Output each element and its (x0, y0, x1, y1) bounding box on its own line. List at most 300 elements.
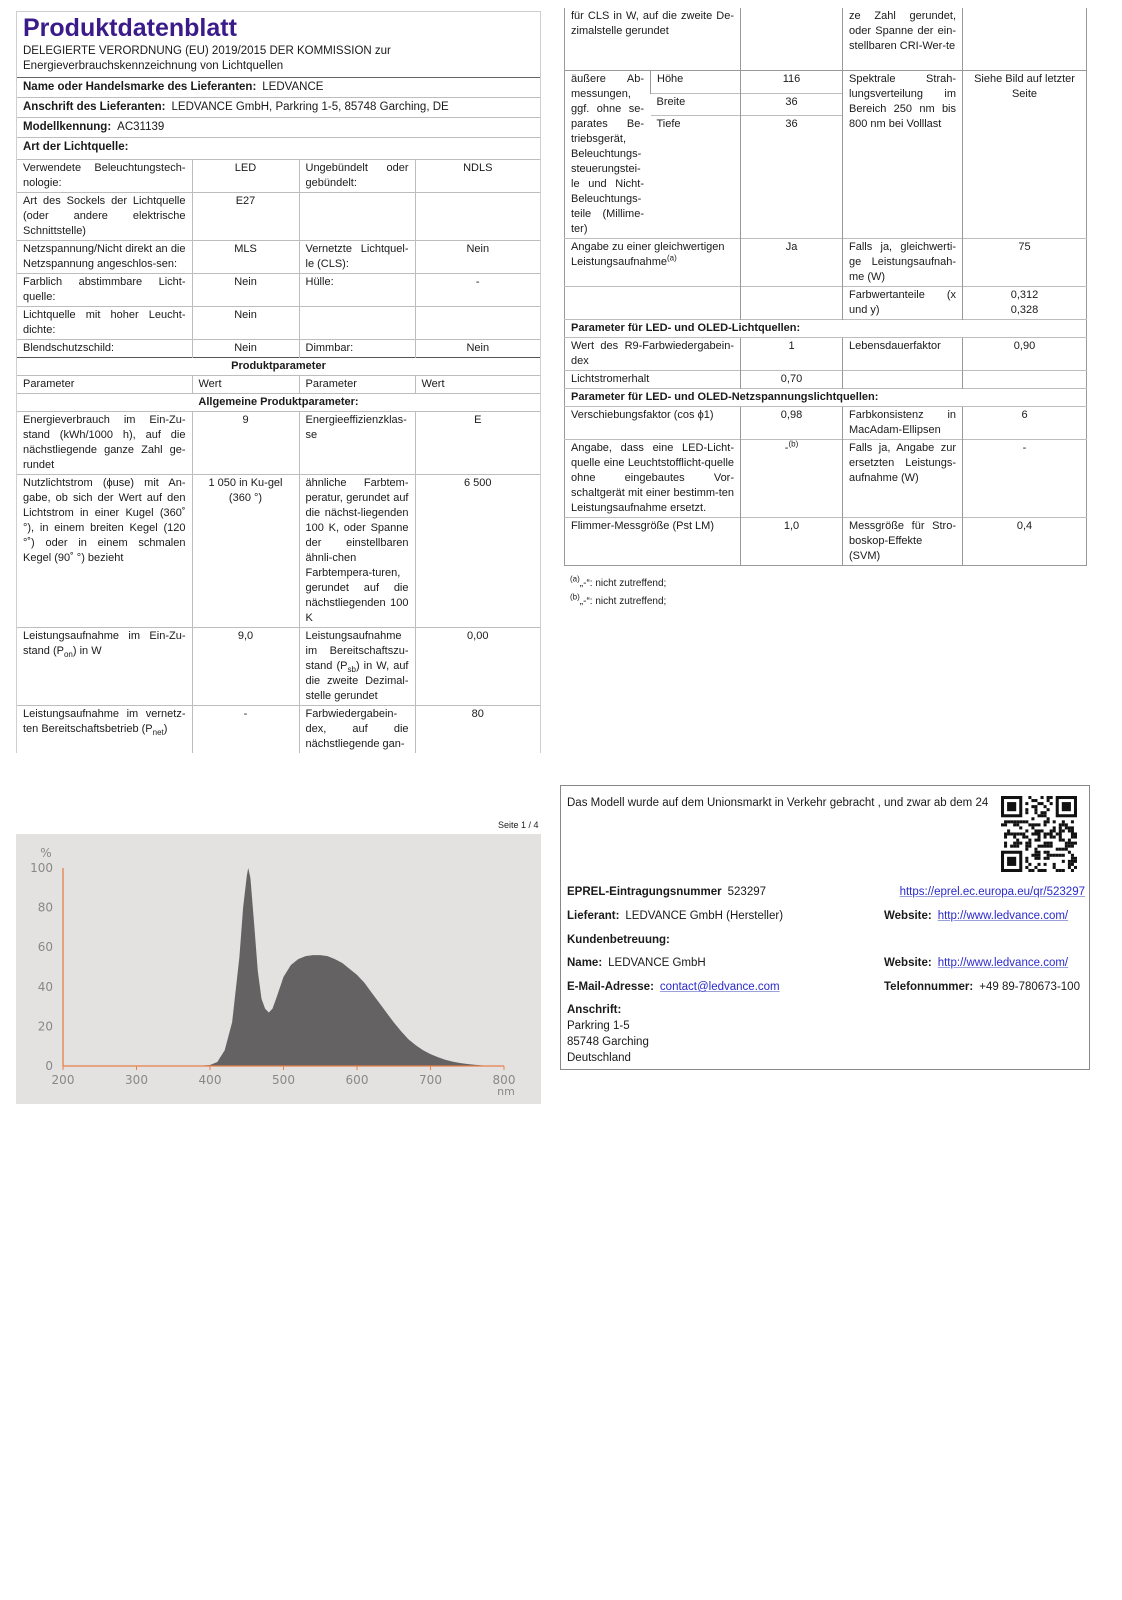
text: Angabe zu einer gleichwertigen Leistungsaufnahme (571, 241, 725, 268)
qr-module (1041, 869, 1044, 872)
qr-module (1047, 799, 1050, 802)
qr-module (1028, 845, 1031, 848)
qr-module (1025, 860, 1028, 863)
qr-module (1041, 814, 1044, 817)
light-source-value: Nein (415, 340, 540, 358)
table-row (565, 440, 1087, 518)
qr-module (1013, 845, 1016, 848)
qr-module (1013, 842, 1016, 845)
qr-module (1062, 860, 1065, 863)
light-source-param: Hülle: (299, 274, 415, 307)
address-line-1: Parkring 1-5 (567, 1020, 630, 1032)
text: ) in W, auf die zweite Dezimal-stelle gerundet (305, 660, 409, 702)
supplier-name-row (17, 77, 540, 97)
qr-module (1007, 802, 1016, 811)
qr-module (1031, 823, 1034, 826)
table-row (17, 412, 540, 475)
qr-module (1031, 805, 1034, 808)
param-equivalent-power-w: Falls ja, gleichwerti-ge Leistungsaufnah-me (W) (843, 239, 963, 287)
right-params-table (564, 8, 1087, 566)
name-label: Name: (567, 957, 603, 969)
qr-module (1050, 845, 1053, 848)
empty-cell (843, 371, 963, 389)
value-stroboscopic: 0,4 (963, 518, 1087, 566)
text: - (784, 442, 789, 454)
qr-module (1037, 857, 1040, 860)
x-tick-label: 800 (492, 1073, 516, 1087)
qr-module (1056, 848, 1059, 851)
value-color-temperature: 6 500 (415, 475, 540, 628)
regulation-subtitle (17, 43, 540, 77)
qr-module (1034, 832, 1037, 835)
qr-module (1022, 836, 1025, 839)
qr-module (1004, 845, 1007, 848)
table-row (565, 338, 1087, 371)
qr-module (1041, 802, 1044, 805)
qr-module (1010, 832, 1013, 835)
qr-module (1068, 839, 1071, 842)
qr-module (1047, 817, 1050, 820)
header-value-1: Wert (192, 376, 299, 394)
support-website-row (884, 955, 1068, 971)
qr-module (1041, 811, 1044, 814)
qr-module (1056, 854, 1059, 857)
section-title-mains: Parameter für LED- und OLED-Netzspannungslichtquellen: (565, 389, 1087, 407)
light-source-value: Nein (192, 307, 299, 340)
qr-module (1025, 836, 1028, 839)
eprel-url-row (900, 884, 1085, 900)
qr-module (1059, 832, 1062, 835)
value-cri: 80 (415, 706, 540, 754)
subscript: net (152, 728, 164, 738)
qr-module (1062, 820, 1065, 823)
section-title-general: Allgemeine Produktparameter: (17, 394, 540, 412)
light-source-row (17, 307, 540, 340)
footnote-text: „-“: nicht zutreffend; (579, 578, 667, 589)
subtitle-line-1: DELEGIERTE VERORDNUNG (EU) 2019/2015 DER KOMMISSION zur (23, 45, 391, 57)
param-replaced-power: Falls ja, Angabe zur ersetzten Leistungs-aufnahme (W) (843, 440, 963, 518)
qr-module (1044, 836, 1047, 839)
qr-module (1025, 857, 1028, 860)
qr-module (1034, 857, 1037, 860)
support-website-link[interactable]: http://www.ledvance.com/ (937, 957, 1069, 969)
qr-module (1044, 869, 1047, 872)
x-tick-label: 500 (272, 1073, 295, 1087)
market-placement-text: Das Modell wurde auf dem Unionsmarkt in Verkehr gebracht , und zwar ab dem 24 (567, 797, 989, 809)
dimension-width-label: Breite (651, 93, 741, 116)
value-cls-continued (741, 8, 843, 71)
website-link[interactable]: http://www.ledvance.com/ (937, 910, 1069, 922)
qr-module (1022, 820, 1025, 823)
qr-module (1050, 836, 1053, 839)
chromaticity-x: 0,312 (1010, 289, 1039, 301)
qr-module (1007, 832, 1010, 835)
qr-module (1044, 832, 1047, 835)
qr-module (1016, 842, 1019, 845)
qr-module (1016, 839, 1019, 842)
x-tick-label: 200 (51, 1073, 75, 1087)
spectral-chart-svg (16, 834, 541, 1104)
qr-module (1010, 820, 1013, 823)
qr-module (1013, 836, 1016, 839)
email-link[interactable]: contact@ledvance.com (659, 981, 780, 993)
subtitle-line-2: Energieverbrauchskennzeichnung von Lichtquellen (23, 60, 284, 72)
qr-module (1074, 866, 1077, 869)
footnotes (570, 575, 666, 611)
qr-module (1059, 829, 1062, 832)
y-axis-label: % (40, 846, 52, 860)
x-tick-label: 400 (198, 1073, 222, 1087)
qr-module (1047, 851, 1050, 854)
light-source-value: Nein (415, 241, 540, 274)
qr-module (1031, 832, 1034, 835)
email-row (567, 979, 780, 995)
light-source-param: Vernetzte Lichtquel-le (CLS): (299, 241, 415, 274)
table-row (565, 287, 1087, 320)
y-tick-labels (30, 861, 53, 1073)
y-tick-label: 100 (30, 861, 53, 875)
qr-module (1037, 829, 1040, 832)
product-datasheet-left (16, 11, 541, 753)
qr-module (1050, 854, 1053, 857)
qr-module (1037, 851, 1040, 854)
qr-module (1071, 836, 1074, 839)
support-heading-row (567, 932, 676, 948)
supplier-row (567, 908, 783, 924)
qr-module (1044, 820, 1047, 823)
qr-module (1037, 854, 1040, 857)
param-chromaticity: Farbwertanteile (x und y) (843, 287, 963, 320)
light-source-row (17, 241, 540, 274)
address-block (567, 1002, 649, 1066)
param-displacement-factor: Verschiebungsfaktor (cos ϕ1) (565, 407, 741, 440)
value-flicker: 1,0 (741, 518, 843, 566)
qr-module (1044, 851, 1047, 854)
light-source-param: Ungebündelt oder gebündelt: (299, 160, 415, 193)
qr-module (1019, 826, 1022, 829)
value-spectral-distribution: Siehe Bild auf letzter Seite (963, 71, 1087, 239)
text: Leistungsaufnahme im vernetz-ten Bereitschaftsbetrieb (P (23, 708, 186, 735)
qr-module (1022, 832, 1025, 835)
phone-row (884, 979, 1080, 995)
qr-module (1071, 842, 1074, 845)
address-line-3: Deutschland (567, 1052, 631, 1064)
qr-module (1044, 814, 1047, 817)
qr-module (1071, 863, 1074, 866)
qr-module (1053, 854, 1056, 857)
value-lifetime-factor: 0,90 (963, 338, 1087, 371)
model-row (17, 117, 540, 137)
qr-module (1074, 857, 1077, 860)
supplier-address-label: Anschrift des Lieferanten: (23, 101, 166, 113)
light-source-value: Nein (192, 274, 299, 307)
qr-module (1062, 839, 1065, 842)
supplier-value: LEDVANCE GmbH (Hersteller) (625, 910, 784, 922)
qr-module (1041, 829, 1044, 832)
param-r9: Wert des R9-Farbwiedergabein-dex (565, 338, 741, 371)
dimension-depth-label: Tiefe (651, 116, 741, 239)
model-value: AC31139 (117, 121, 165, 133)
text: ) (163, 723, 168, 735)
page-title: Produktdatenblatt (23, 14, 237, 42)
qr-module (1013, 820, 1016, 823)
qr-module (1041, 845, 1044, 848)
param-led-replaces-fluorescent: Angabe, dass eine LED-Licht-quelle eine Leuchtstofflicht-quelle ohne eingebautes Vor-schaltgerät mit einer bestimm-ten Leistungsaufnahme ersetzt. (565, 440, 741, 518)
qr-module (1037, 863, 1040, 866)
value-power-standby: 0,00 (415, 628, 540, 706)
qr-module (1053, 866, 1056, 869)
qr-module (1031, 854, 1034, 857)
qr-module (1019, 842, 1022, 845)
qr-module (1062, 854, 1065, 857)
qr-module (1031, 799, 1034, 802)
qr-module (1047, 842, 1050, 845)
light-source-param: Farblich abstimmbare Licht-quelle: (17, 274, 192, 307)
qr-module (1016, 823, 1019, 826)
qr-module (1071, 869, 1074, 872)
light-source-value: E27 (192, 193, 299, 241)
table-row (565, 371, 1087, 389)
x-axis-label: nm (497, 1085, 515, 1098)
table-row (17, 706, 540, 754)
qr-module (1034, 851, 1037, 854)
qr-module (1034, 848, 1037, 851)
param-lifetime-factor: Lebensdauerfaktor (843, 338, 963, 371)
qr-module (1044, 823, 1047, 826)
qr-module (1004, 832, 1007, 835)
dimension-depth-value: 36 (741, 116, 843, 239)
light-source-value: - (415, 274, 540, 307)
qr-module (1044, 857, 1047, 860)
dimension-height-value: 116 (741, 71, 843, 94)
param-equivalent-power (565, 239, 741, 287)
qr-module (1037, 845, 1040, 848)
light-source-value: MLS (192, 241, 299, 274)
qr-module (1034, 823, 1037, 826)
footnote-a (570, 575, 666, 593)
qr-module (1007, 857, 1016, 866)
light-source-param (299, 307, 415, 340)
x-tick-label: 600 (345, 1073, 369, 1087)
qr-module (1053, 826, 1056, 829)
qr-module (1004, 836, 1007, 839)
spectral-chart (16, 834, 541, 1104)
y-tick-label: 80 (37, 900, 53, 915)
qr-module (1047, 808, 1050, 811)
qr-module (1056, 832, 1059, 835)
value-power-networked-standby: - (192, 706, 299, 754)
table-row (565, 407, 1087, 440)
qr-module (1053, 829, 1056, 832)
light-type-label: Art der Lichtquelle: (23, 141, 129, 153)
section-row-mains (565, 389, 1087, 407)
qr-module (1065, 845, 1068, 848)
section-row-led (565, 320, 1087, 338)
qr-module (1004, 842, 1007, 845)
param-luminous-flux: Nutzlichtstrom (ϕuse) mit An-gabe, ob sich der Wert auf den Lichtstrom in einer Kugel (360˚ °), in einem breiten Kegel (120 °˚) oder in einem schmalen Kegel (90˚ °) bezieht (17, 475, 192, 628)
param-color-consistency: Farbkonsistenz in MacAdam-Ellipsen (843, 407, 963, 440)
value-replaced-power: - (963, 440, 1087, 518)
product-datasheet-right (564, 8, 1086, 566)
param-power-standby (299, 628, 415, 706)
qr-module (1028, 823, 1031, 826)
qr-module (1025, 808, 1028, 811)
table-row-dimensions (565, 71, 1087, 94)
qr-module (1028, 796, 1031, 799)
empty-cell (741, 287, 843, 320)
table-row (565, 518, 1087, 566)
value-displacement-factor: 0,98 (741, 407, 843, 440)
light-source-param: Netzspannung/Nicht direkt an die Netzspannung angeschlos-sen: (17, 241, 192, 274)
qr-module (1062, 802, 1071, 811)
qr-module (1059, 836, 1062, 839)
qr-module (1050, 832, 1053, 835)
light-source-table (17, 159, 540, 753)
light-source-row (17, 274, 540, 307)
qr-module (1028, 842, 1031, 845)
qr-module (1037, 814, 1040, 817)
qr-module (1025, 802, 1028, 805)
page-number: Seite 1 / 4 (498, 820, 539, 830)
section-row-general (17, 394, 540, 412)
qr-module (1025, 848, 1028, 851)
qr-module (1068, 829, 1071, 832)
section-title-product-params: Produktparameter (17, 358, 540, 376)
qr-module (1010, 845, 1013, 848)
param-spectral-distribution: Spektrale Strah-lungsverteilung im Bereich 250 nm bis 800 nm bei Volllast (843, 71, 963, 239)
footnote-b (570, 593, 666, 611)
supplier-address-row (17, 97, 540, 117)
light-source-value (415, 193, 540, 241)
light-source-param: Lichtquelle mit hoher Leucht-dichte: (17, 307, 192, 340)
value-luminous-flux: 1 050 in Ku-gel (360 °) (192, 475, 299, 628)
subscript: sb (347, 665, 356, 675)
qr-module (1019, 832, 1022, 835)
qr-module (1028, 863, 1031, 866)
qr-module (1013, 832, 1016, 835)
value-energy-consumption: 9 (192, 412, 299, 475)
section-row-product-params (17, 358, 540, 376)
qr-module (1047, 845, 1050, 848)
header-parameter-2: Parameter (299, 376, 415, 394)
dimension-height-label: Höhe (651, 71, 741, 94)
light-source-param: Art des Sockels der Lichtquelle (oder andere elektrische Schnittstelle) (17, 193, 192, 241)
qr-module (1037, 869, 1040, 872)
website-label: Website: (884, 910, 932, 922)
value-r9: 1 (741, 338, 843, 371)
param-lumen-maintenance: Lichtstromerhalt (565, 371, 741, 389)
spectrum-area (195, 868, 489, 1066)
params-header-row (17, 376, 540, 394)
light-source-row (17, 340, 540, 358)
value-lumen-maintenance: 0,70 (741, 371, 843, 389)
value-cri-continued (963, 8, 1087, 71)
qr-module (1071, 845, 1074, 848)
qr-module (1044, 811, 1047, 814)
qr-code-icon[interactable] (1001, 796, 1077, 872)
value-power-on: 9,0 (192, 628, 299, 706)
eprel-link[interactable]: https://eprel.ec.europa.eu/qr/523297 (899, 886, 1085, 898)
qr-module (1059, 839, 1062, 842)
param-cri: Farbwiedergabein-dex, auf die nächstliegende gan- (299, 706, 415, 754)
qr-module (1037, 802, 1040, 805)
qr-module (1041, 796, 1044, 799)
phone-value: +49 89-780673-100 (979, 981, 1080, 993)
qr-module (1034, 799, 1037, 802)
qr-module (1037, 836, 1040, 839)
qr-module (1074, 832, 1077, 835)
subscript: on (63, 650, 73, 660)
qr-module (1059, 826, 1062, 829)
qr-module (1062, 829, 1065, 832)
qr-module (1065, 848, 1068, 851)
table-row (565, 239, 1087, 287)
qr-module (1059, 848, 1062, 851)
qr-module (1068, 863, 1071, 866)
light-source-value: Nein (192, 340, 299, 358)
y-tick-label: 20 (37, 1019, 53, 1034)
qr-module (1007, 829, 1010, 832)
param-flicker: Flimmer-Messgröße (Pst LM) (565, 518, 741, 566)
qr-module (1004, 823, 1007, 826)
qr-module (1031, 817, 1034, 820)
param-power-networked-standby (17, 706, 192, 754)
model-label: Modellkennung: (23, 121, 112, 133)
qr-module (1016, 820, 1019, 823)
param-dimensions: äußere Ab-messungen, ggf. ohne se-parates Be-triebsgerät, Beleuchtungs-steuerungstei-le und Nicht-Beleuchtungs-teile (Millime-ter) (565, 71, 651, 239)
qr-module (1068, 860, 1071, 863)
footnote-marker: (b) (788, 439, 799, 449)
light-source-param: Dimmbar: (299, 340, 415, 358)
light-source-value: NDLS (415, 160, 540, 193)
qr-module (1071, 826, 1074, 829)
qr-module (1050, 796, 1053, 799)
qr-module (1050, 829, 1053, 832)
qr-module (1071, 854, 1074, 857)
qr-module (1074, 836, 1077, 839)
qr-module (1071, 857, 1074, 860)
qr-module (1007, 820, 1010, 823)
qr-module (1074, 860, 1077, 863)
y-tick-label: 0 (45, 1059, 53, 1073)
phone-label: Telefonnummer: (884, 981, 974, 993)
qr-module (1025, 842, 1028, 845)
qr-module (1004, 820, 1007, 823)
param-energy-consumption: Energieverbrauch im Ein-Zu-stand (kWh/1000 h), auf die nächstliegende ganze Zahl ge-rundet (17, 412, 192, 475)
qr-module (1025, 845, 1028, 848)
param-cri-continued: ze Zahl gerundet, oder Spanne der ein-stellbaren CRI-Wer-te (843, 8, 963, 71)
value-equivalent-power-w: 75 (963, 239, 1087, 287)
value-energy-class: E (415, 412, 540, 475)
qr-module (1065, 823, 1068, 826)
param-energy-class: Energieeffizienzklas-se (299, 412, 415, 475)
qr-module (1047, 857, 1050, 860)
support-name-row (567, 955, 706, 971)
qr-module (1053, 863, 1056, 866)
supplier-address-value: LEDVANCE GmbH, Parkring 1-5, 85748 Garching, DE (171, 101, 449, 113)
text: ) in W (72, 645, 102, 657)
light-source-row (17, 193, 540, 241)
support-website-label: Website: (884, 957, 932, 969)
qr-module (1031, 869, 1034, 872)
supplier-label: Lieferant: (567, 910, 620, 922)
support-heading: Kundenbetreuung: (567, 934, 670, 946)
qr-module (1013, 823, 1016, 826)
qr-module (1065, 842, 1068, 845)
footnote-text: „-“: nicht zutreffend; (579, 596, 667, 607)
qr-module (1056, 869, 1059, 872)
qr-module (1034, 866, 1037, 869)
